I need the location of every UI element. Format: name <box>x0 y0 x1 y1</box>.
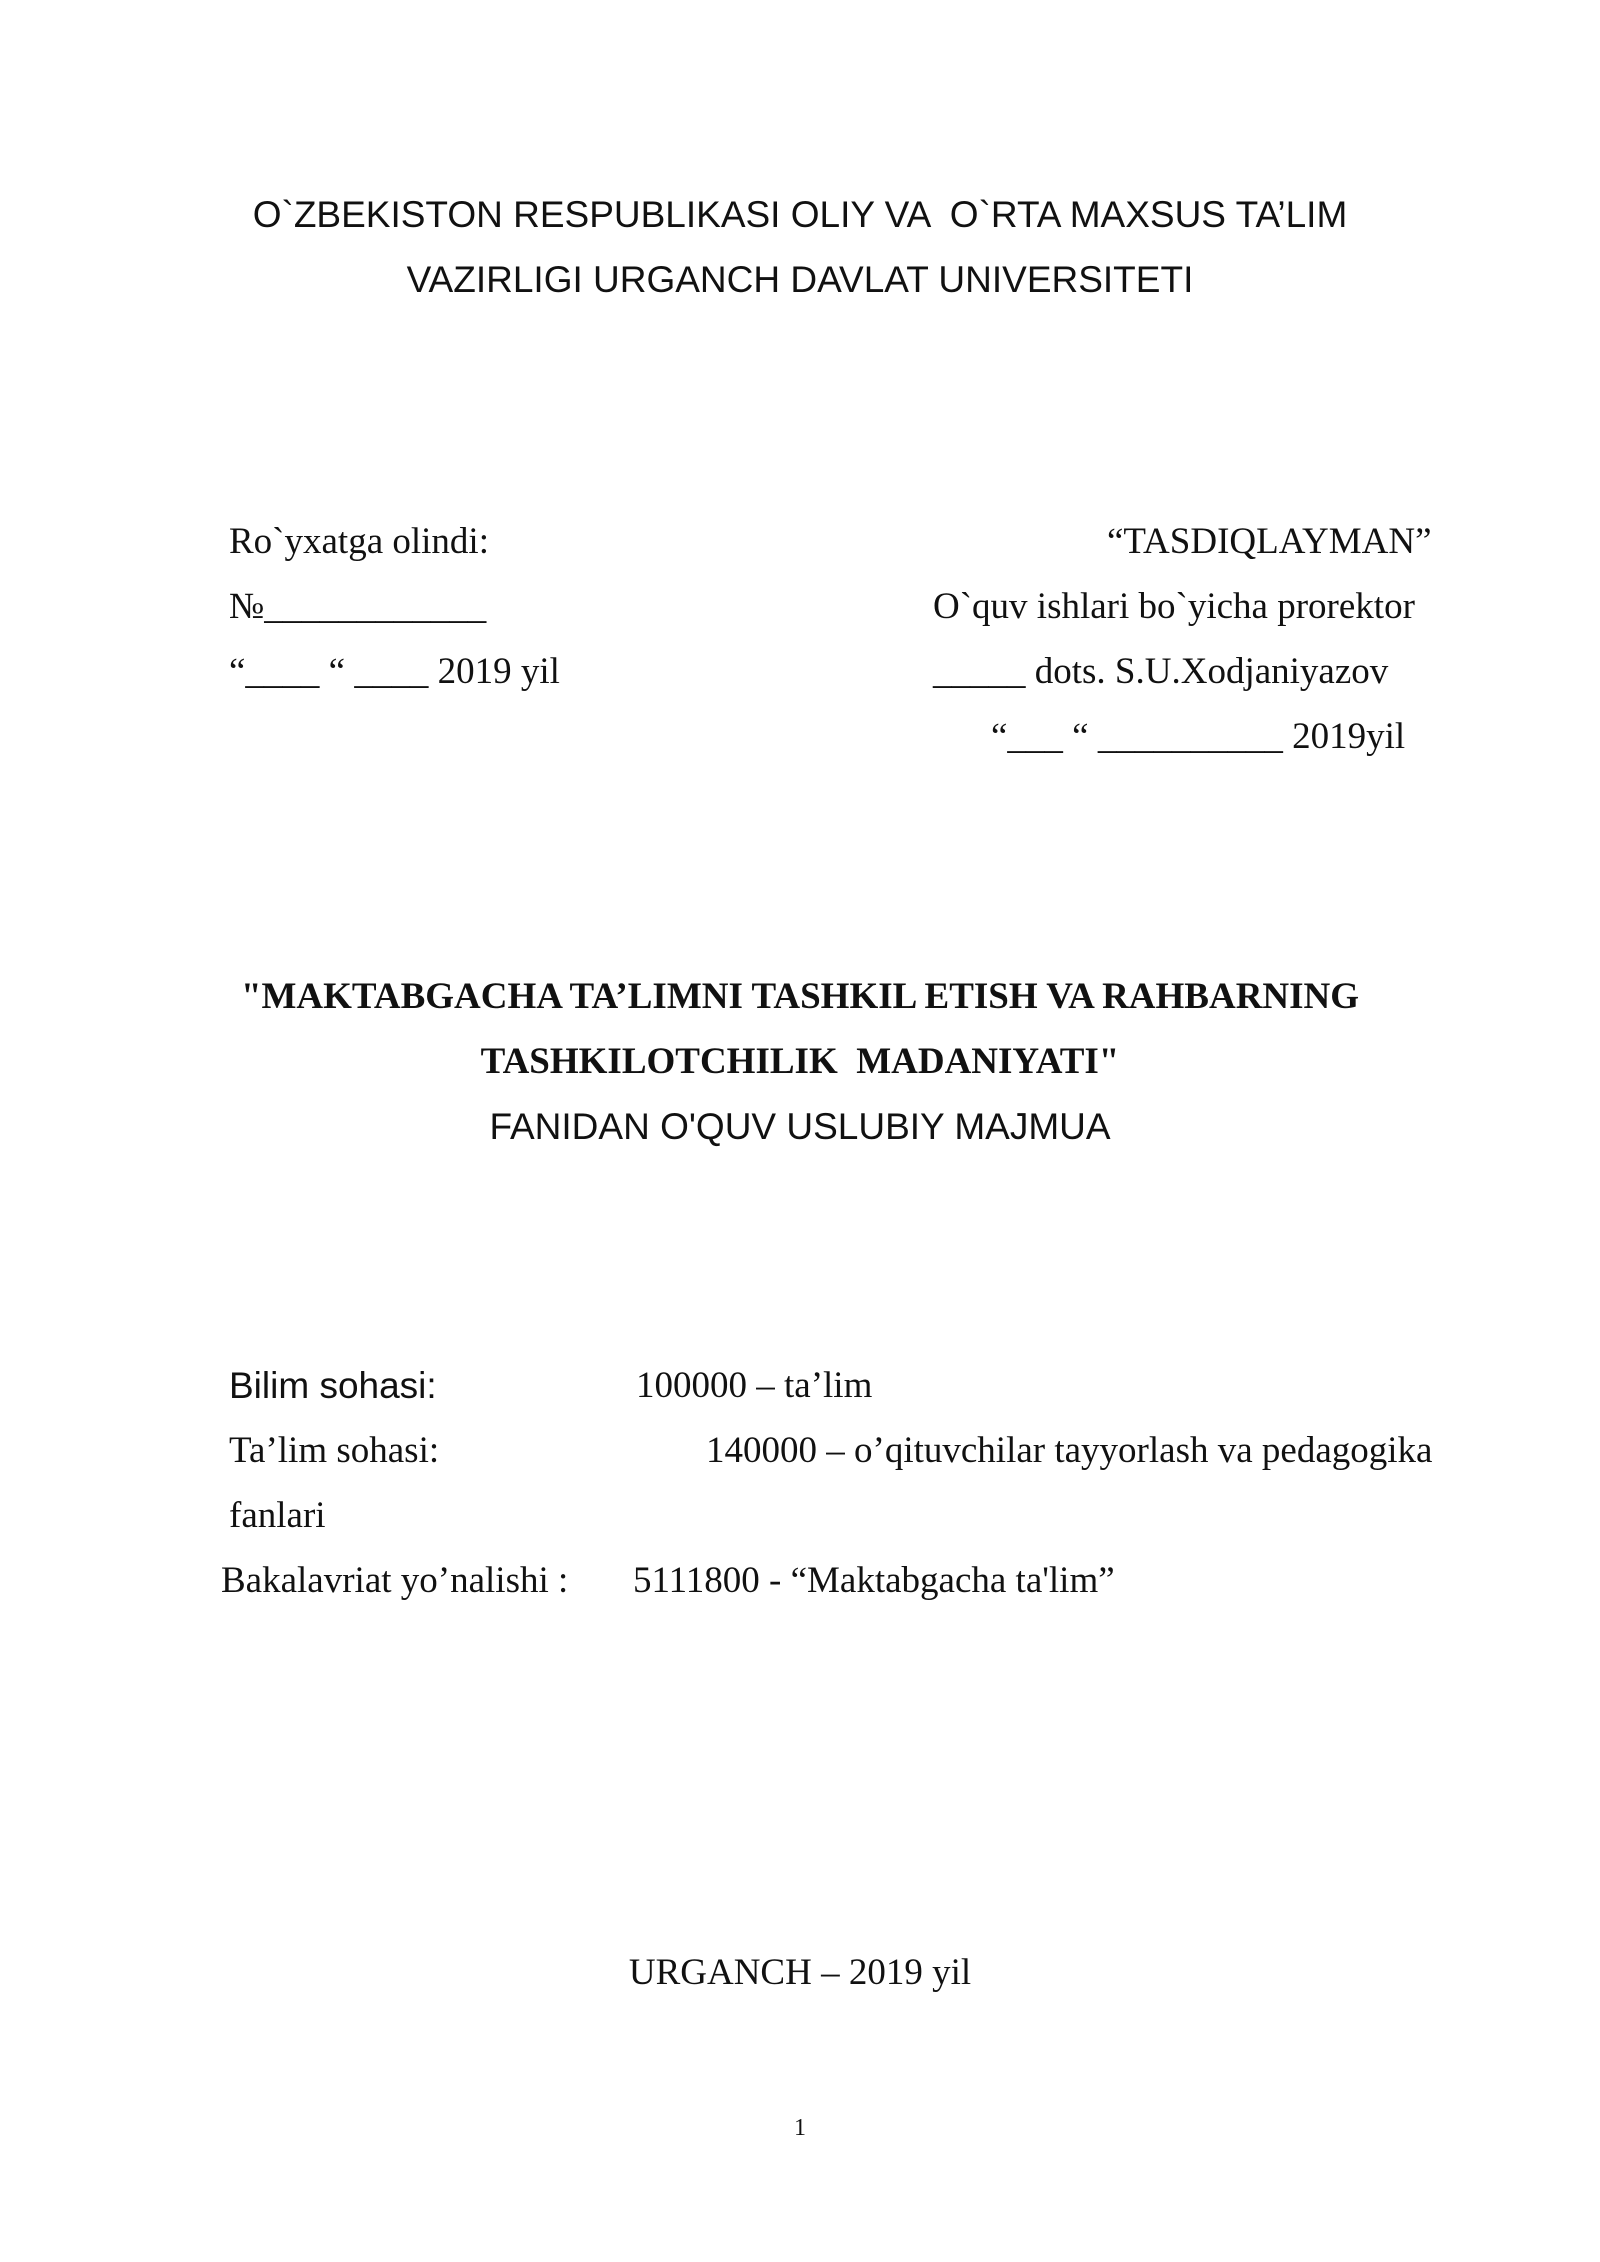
registration-date: “____ “ ____ 2019 yil <box>229 651 560 692</box>
footer-place-year: URGANCH – 2019 yil <box>628 1952 972 1993</box>
page-number: 1 <box>794 2115 806 2141</box>
course-title-line-1: "MAKTABGACHA TA’LIMNI TASHKIL ETISH VA RAHBARNING <box>240 976 1360 1017</box>
approval-date: “___ “ __________ 2019yil <box>991 716 1406 757</box>
knowledge-area-value: 100000 – ta’lim <box>636 1365 873 1406</box>
approval-title: “TASDIQLAYMAN” <box>1107 521 1432 562</box>
bachelor-direction-label: Bakalavriat yo’nalishi : <box>221 1560 569 1601</box>
approval-signatory: _____ dots. S.U.Xodjaniyazov <box>933 651 1389 692</box>
header-line-2: VAZIRLIGI URGANCH DAVLAT UNIVERSITETI <box>406 259 1194 300</box>
registration-number: №____________ <box>229 586 487 627</box>
education-area-value: 140000 – o’qituvchilar tayyorlash va pedagogika <box>706 1430 1433 1471</box>
education-area-value-continued: fanlari <box>229 1495 326 1536</box>
registration-label: Ro`yxatga olindi: <box>229 521 489 562</box>
bachelor-direction-value: 5111800 - “Maktabgacha ta'lim” <box>633 1560 1115 1601</box>
course-subtitle: FANIDAN O'QUV USLUBIY MAJMUA <box>489 1106 1111 1147</box>
approval-position: O`quv ishlari bo`yicha prorektor <box>933 586 1415 627</box>
knowledge-area-label: Bilim sohasi: <box>229 1365 437 1406</box>
course-title-line-2: TASHKILOTCHILIK MADANIYATI" <box>480 1041 1120 1082</box>
header-line-1: O`ZBEKISTON RESPUBLIKASI OLIY VA O`RTA MAXSUS TA’LIM <box>252 194 1348 235</box>
education-area-label: Ta’lim sohasi: <box>229 1430 440 1471</box>
